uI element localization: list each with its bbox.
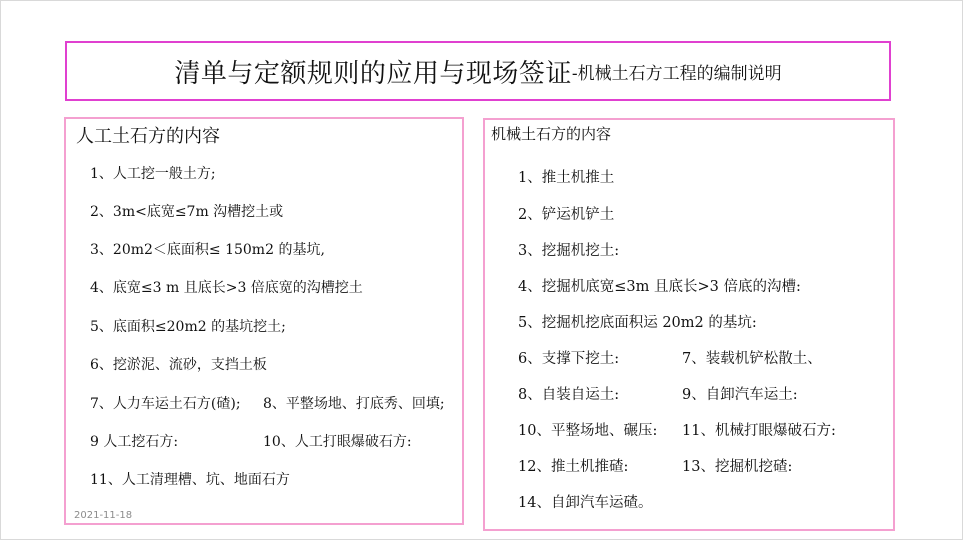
manual-item-4: 4、底宽≤3 m 且底长>3 倍底宽的沟槽挖土 [90, 280, 363, 296]
title-box [65, 41, 891, 101]
manual-item-11: 11、人工清理槽、坑、地面石方 [90, 472, 290, 488]
manual-item-2: 2、3m<底宽≤7m 沟槽挖土或 [90, 204, 284, 220]
manual-earthwork-heading: 人工土石方的内容 [76, 126, 220, 147]
mech-item-2: 2、铲运机铲土 [518, 207, 615, 223]
manual-item-5: 5、底面积≤20m2 的基坑挖土; [90, 319, 286, 335]
mech-item-6: 6、支撑下挖土: [518, 351, 620, 367]
mech-item-10: 10、平整场地、碾压: [518, 423, 658, 439]
manual-item-8: 8、平整场地、打底秀、回填; [263, 396, 445, 412]
mech-item-9: 9、自卸汽车运土: [682, 387, 798, 403]
manual-item-1: 1、人工挖一般土方; [90, 166, 216, 182]
mech-item-7: 7、装载机铲松散土、 [682, 351, 822, 367]
mech-item-8: 8、自装自运土: [518, 387, 620, 403]
mechanical-earthwork-heading: 机械土石方的内容 [491, 125, 612, 143]
manual-item-3: 3、20m2＜底面积≤ 150m2 的基坑, [90, 242, 325, 258]
manual-item-7: 7、人力车运土石方(碴); [90, 396, 241, 412]
mech-item-5: 5、挖掘机挖底面积运 20m2 的基坑: [518, 315, 757, 331]
mech-item-3: 3、挖掘机挖土: [518, 243, 620, 259]
mech-item-1: 1、推土机推土 [518, 170, 615, 186]
mech-item-12: 12、推土机推碴: [518, 459, 629, 475]
manual-earthwork-panel [64, 117, 464, 525]
manual-item-9: 9 人工挖石方: [90, 434, 179, 450]
mech-item-14: 14、自卸汽车运碴。 [518, 495, 653, 511]
page-title: 清单与定额规则的应用与现场签证 [174, 58, 572, 89]
manual-item-6: 6、挖淤泥、流砂，支挡土板 [90, 357, 267, 373]
mechanical-earthwork-panel [483, 118, 895, 531]
mech-item-4: 4、挖掘机底宽≤3m 且底长>3 倍底的沟槽: [518, 279, 801, 295]
mech-item-11: 11、机械打眼爆破石方: [682, 423, 836, 439]
page-subtitle: -机械土石方工程的编制说明 [571, 63, 782, 84]
manual-item-10: 10、人工打眼爆破石方: [263, 434, 412, 450]
mech-item-13: 13、挖掘机挖碴: [682, 459, 793, 475]
date-label: 2021-11-18 [74, 510, 133, 521]
